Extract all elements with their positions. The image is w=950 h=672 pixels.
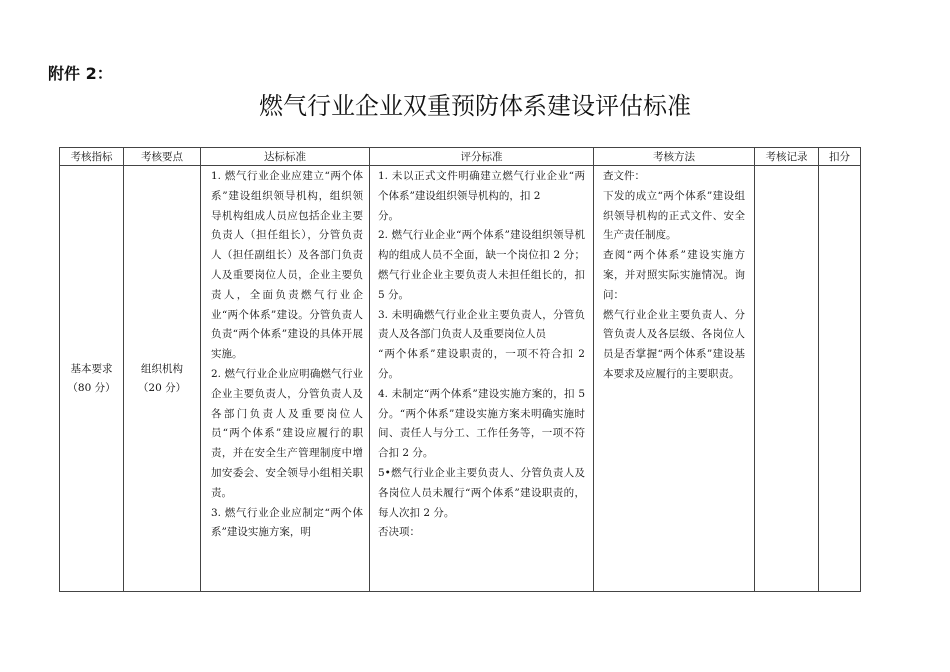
- deduction-cell: [819, 166, 861, 592]
- attachment-label: 附件 2：: [48, 64, 113, 83]
- scoring-cell: [370, 166, 594, 592]
- scoring-item: 1. 未以正式文件明确建立燃气行业企业“两个体系”建设组织领导机构的，扣 2: [378, 170, 585, 202]
- method-cell: [594, 166, 755, 592]
- record-cell: [755, 166, 819, 592]
- scoring-item: 分。: [378, 209, 399, 222]
- scoring-item: 5•燃气行业企业主要负责人、分管负责人及各岗位人员未履行“两个体系”建设职责的，每人次扣 2 分。: [378, 466, 585, 519]
- standard-item: 1. 燃气行业企业应建立“两个体系”建设组织领导机构，组织领导机构组成人员应包括企业主要负责人（担任组长），分管负责人（担任副组长）及各部门负责人及重要岗位人员，企业主要负责人，全面负责燃气行业企业“两个体系”建设。分管负责人负责“两个体系”建设的具体开展实施。: [211, 170, 363, 361]
- key-point-score: （20 分）: [137, 381, 187, 394]
- indicator-cell: [60, 166, 124, 592]
- document-title: 燃气行业企业双重预防体系建设评估标准: [259, 92, 691, 120]
- table-header-row: [60, 148, 861, 166]
- standard-cell: [201, 166, 370, 592]
- header-method: 考核方法: [594, 148, 755, 166]
- header-key-point: 考核要点: [124, 148, 201, 166]
- header-deduction: 扣分: [819, 148, 861, 166]
- standard-item: 2. 燃气行业企业应明确燃气行业企业主要负责人，分管负责人及各部门负责人及重要岗位人员“两个体系”建设应履行的职责，并在安全生产管理制度中增加安委会、安全领导小组相关职责。: [211, 367, 363, 499]
- header-standard: 达标标准: [201, 148, 370, 166]
- header-indicator: 考核指标: [60, 148, 124, 166]
- header-record: 考核记录: [755, 148, 819, 166]
- key-point-name: 组织机构: [141, 362, 183, 375]
- scoring-item: 4. 未制定“两个体系”建设实施方案的，扣 5 分。“两个体系”建设实施方案未明确实施时间、责任人与分工、工作任务等，一项不符合扣 2 分。: [378, 387, 585, 460]
- method-item: 查阅“两个体系”建设实施方案，并对照实际实施情况。询问：: [603, 249, 745, 301]
- key-point-cell: [124, 166, 201, 592]
- scoring-item: 2. 燃气行业企业“两个体系”建设组织领导机构的组成人员不全面，缺一个岗位扣 2 分；燃气行业企业主要负责人未担任组长的，扣 5 分。: [378, 229, 585, 301]
- method-item: 查文件：: [603, 170, 645, 182]
- scoring-item: 否决项：: [378, 526, 420, 539]
- scoring-item: 3. 未明确燃气行业企业主要负责人，分管负责人及各部门负责人及重要岗位人员: [378, 308, 585, 341]
- method-item: 下发的成立“两个体系”建设组织领导机构的正式文件、安全生产责任制度。: [603, 189, 745, 242]
- scoring-item: “两个体系”建设职责的，一项不符合扣 2 分。: [378, 348, 585, 380]
- indicator-name: 基本要求: [70, 362, 113, 375]
- header-scoring: 评分标准: [370, 148, 594, 166]
- method-item: 燃气行业企业主要负责人、分管负责人及各层级、各岗位人员是否掌握“两个体系”建设基本要求及应履行的主要职责。: [603, 308, 745, 380]
- assessment-standard-table: [59, 147, 861, 592]
- indicator-score: （80 分）: [67, 381, 116, 394]
- standard-item: 3. 燃气行业企业应制定“两个体系”建设实施方案，明: [211, 506, 363, 539]
- table-row: [60, 166, 861, 592]
